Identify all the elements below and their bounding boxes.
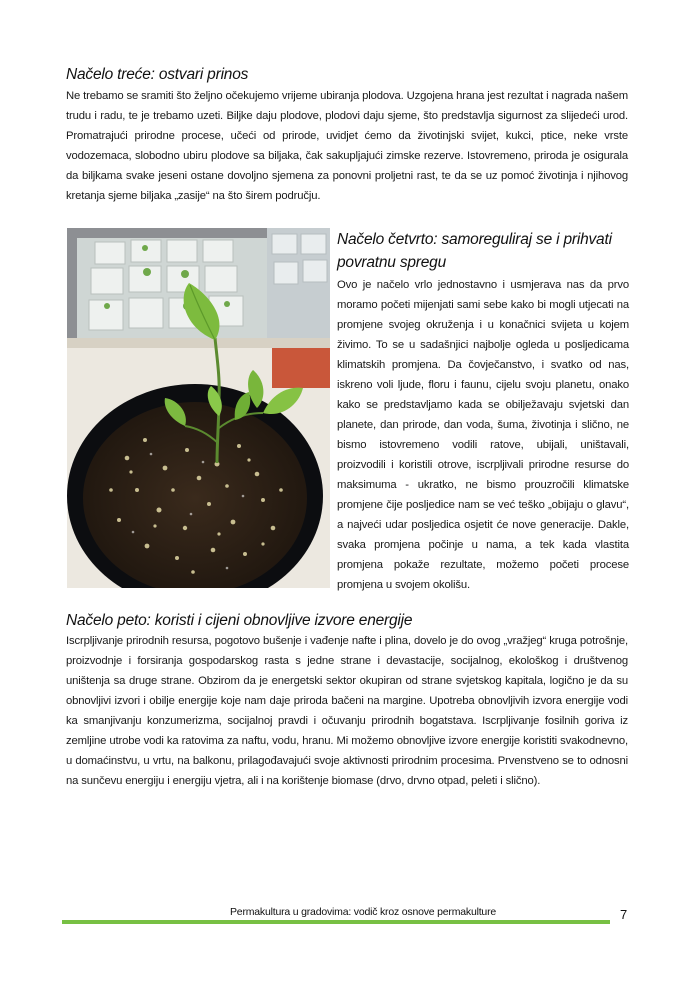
page-number: 7 [620, 907, 628, 922]
section-4-heading: Načelo četvrto: samoreguliraj se i prihvati povratnu spregu [337, 231, 612, 271]
footer-divider [62, 920, 610, 924]
section-5 [66, 612, 628, 791]
section-4-body: Ovo je načelo vrlo jednostavno i usmjerava nas da prvo moramo početi mijenjati sami sebe kako bi mogli utjecati na promjene svojeg okruženja i u konačnici svijeta u kojem živimo. To se u sadašnjici najbolje ogleda u posljedicama klimatskih promjena. Da čovječanstvo, i svatko od nas, iskreno voli ljude, floru i faunu, cijelu svoju planetu, onako kako se predstavljamo kada se obilježavaju svjetski dan planete, dan prirode, dan voda, šuma, životinja i slično, ne bismo istovremeno vodili ratove, ubijali, uništavali, proizvodili i koristili otrove, iscrpljivali prirodne resurse do maksimuma - ukratko, ne bismo prouzročili klimatske promjene čije posljedice nam se već teško „obijaju o glavu“, a najveći udar posljedica osjetit će nove generacije. Dakle, svaka promjena počinje u nama, a tek kada vlastita promjena pokaže rezultate, možemo početi procese promjena u svojem okolišu. [337, 279, 629, 591]
section-3 [66, 66, 628, 206]
section-3-heading: Načelo treće: ostvari prinos [66, 66, 249, 83]
section-4 [337, 228, 629, 595]
seedling-photo [67, 228, 330, 588]
section-5-heading: Načelo peto: koristi i cijeni obnovljive izvore energije [66, 612, 413, 629]
footer-title: Permakultura u gradovima: vodič kroz osnove permakulture [230, 906, 497, 918]
section-5-body: Iscrpljivanje prirodnih resursa, pogotovo bušenje i vađenje nafte i plina, dovelo je do ovog „vražjeg“ kruga potrošnje, proizvodnje i forsiranja gospodarskog rasta s jedne strane i devastacije, socijalnog, ekološkog i društvenog uništenja sa druge strane. Obzirom da je energetski sektor okupiran od strane svjetskog kapitala, logično je da su obnovljivi izvori i obilje energije koje nam daje priroda bačeni na margine. Upotreba obnovljivih izvora energije vodi ka smanjivanju konzumerizma, socijalnoj pravdi i očuvanju prirodnih bogatstava. Iscrpljivanje fosilnih goriva iz zemljine utrobe vodi ka ratovima za naftu, vodu, hranu. Mi možemo obnovljive izvore energije koristiti svakodnevno, u domaćinstvu, u vrtu, na balkonu, prilagođavajući svoje aktivnosti prirodnim procesima. Prvenstveno se to odnosni na sunčevu energiju i energiju vjetra, ali i na korištenje biomase (drvo, drvno otpad, peleti i slično). [66, 635, 628, 787]
section-3-body: Ne trebamo se sramiti što željno očekujemo vrijeme ubiranja plodova. Uzgojena hrana jest rezultat i nagrada našem trudu i radu, te je trebamo uzeti. Biljke daju plodove, plodovi daju sjeme, što predstavlja sigurnost za slijedeći urod. Promatrajući prirodne procese, učeći od prirode, uvidjet ćemo da životinjski svijet, kukci, ptice, neke vrste vodozemaca, slobodno ubiru plodove sa biljaka, čak sakupljajući zimske rezerve. Istovremeno, priroda je osigurala da biljkama svake jeseni ostane dovoljno sjemena za ponovni proljetni rast, te da se uz pomoć životinja i njihovog kretanja sjeme biljaka „zasije“ na što širem području. [66, 90, 628, 202]
